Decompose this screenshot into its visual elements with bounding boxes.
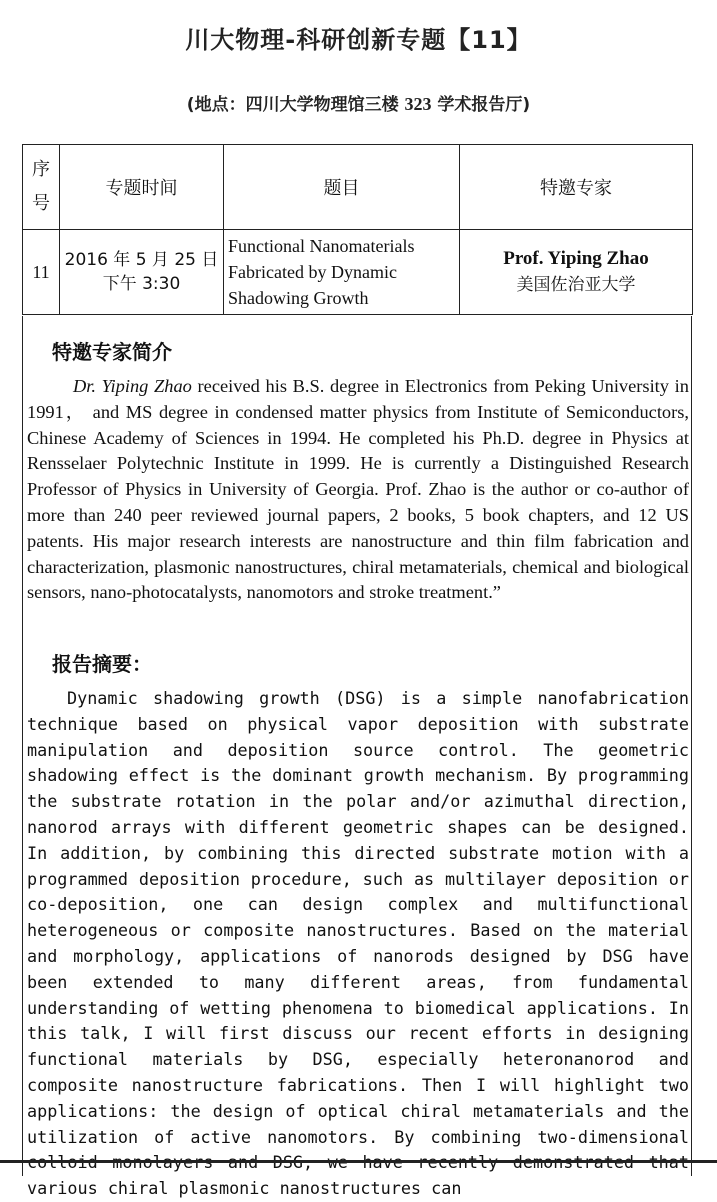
bio-text: received his B.S. degree in Electronics from Peking University in 1991， and MS degree in condensed matter physics from Institute of Semiconductors, Chinese Academy of Sciences in 1994. He completed his Ph.D. degree in Physics at Rensselaer Polytechnic Institute in 1999. He is currently a Distinguished Research Professor of Physics in University of Georgia. Prof. Zhao is the author or co-author of more than 240 peer reviewed journal papers, 2 books, 5 book chapters, and 12 US patents. His major research interests are nanostructure and thin film fabrication and characterization, plasmonic nanostructures, chiral metamaterials, chemical and biological sensors, nano-photocatalysts, nanomotors and stroke treatment.”	[27, 376, 689, 603]
bio-paragraph	[27, 374, 689, 606]
abstract-heading: 报告摘要：	[52, 652, 152, 676]
header-number-char: 序	[32, 159, 50, 180]
abstract-paragraph	[27, 686, 689, 1202]
page-title: 川大物理-科研创新专题【11】	[185, 26, 532, 54]
header-topic: 题目	[224, 145, 460, 230]
venue-suffix: 学术报告厅)	[431, 95, 531, 115]
header-number-char: 号	[32, 193, 50, 214]
row-time: 下午 3:30	[102, 274, 181, 294]
venue-room: 323	[404, 94, 432, 114]
row-topic: Functional Nanomaterials Fabricated by Dynamic Shadowing Growth	[224, 230, 460, 315]
venue-line	[0, 90, 717, 115]
row-date: 2016 年 5 月 25 日	[64, 250, 219, 270]
expert-name: Prof. Yiping Zhao	[503, 248, 649, 269]
expert-affiliation: 美国佐治亚大学	[516, 275, 636, 295]
header-number	[23, 145, 60, 230]
abstract-text: Dynamic shadowing growth (DSG) is a simple nanofabrication technique based on physical vapor deposition with substrate manipulation and deposition source control. The geometric shadowing effect is the dominant growth mechanism. By programming the substrate rotation in the polar and/or azimuthal direction, nanorod arrays with different geometric shapes can be designed. In addition, by combining this directed substrate motion with a programmed deposition procedure, such as multilayer deposition or co-deposition, one can design complex and multifunctional heterogeneous or composite nanostructures. Based on the material and morphology, applications of nanorods designed by DSG have been extended to many different areas, from fundamental understanding of wetting phenomena to biomedical applications. In this talk, I will first discuss our recent efforts in designing functional materials by DSG, especially heteronanorod and composite nanostructure fabrications. Then I will highlight two applications: the design of optical chiral metamaterials and the utilization of active nanomotors. By combining two-dimensional various chiral plasmonic nanostructures can	[27, 688, 689, 1199]
row-number: 11	[23, 230, 60, 315]
header-time: 专题时间	[60, 145, 224, 230]
header-expert: 特邀专家	[460, 145, 693, 230]
row-datetime	[60, 230, 224, 315]
bio-heading: 特邀专家简介	[52, 340, 172, 364]
table-row	[23, 230, 693, 315]
table-header-row	[23, 145, 693, 230]
bio-name: Dr. Yiping Zhao	[73, 376, 192, 396]
header-number-label	[23, 153, 59, 221]
row-expert	[460, 230, 693, 315]
venue-prefix: (地点：四川大学物理馆三楼	[186, 95, 405, 115]
schedule-table	[22, 144, 693, 315]
